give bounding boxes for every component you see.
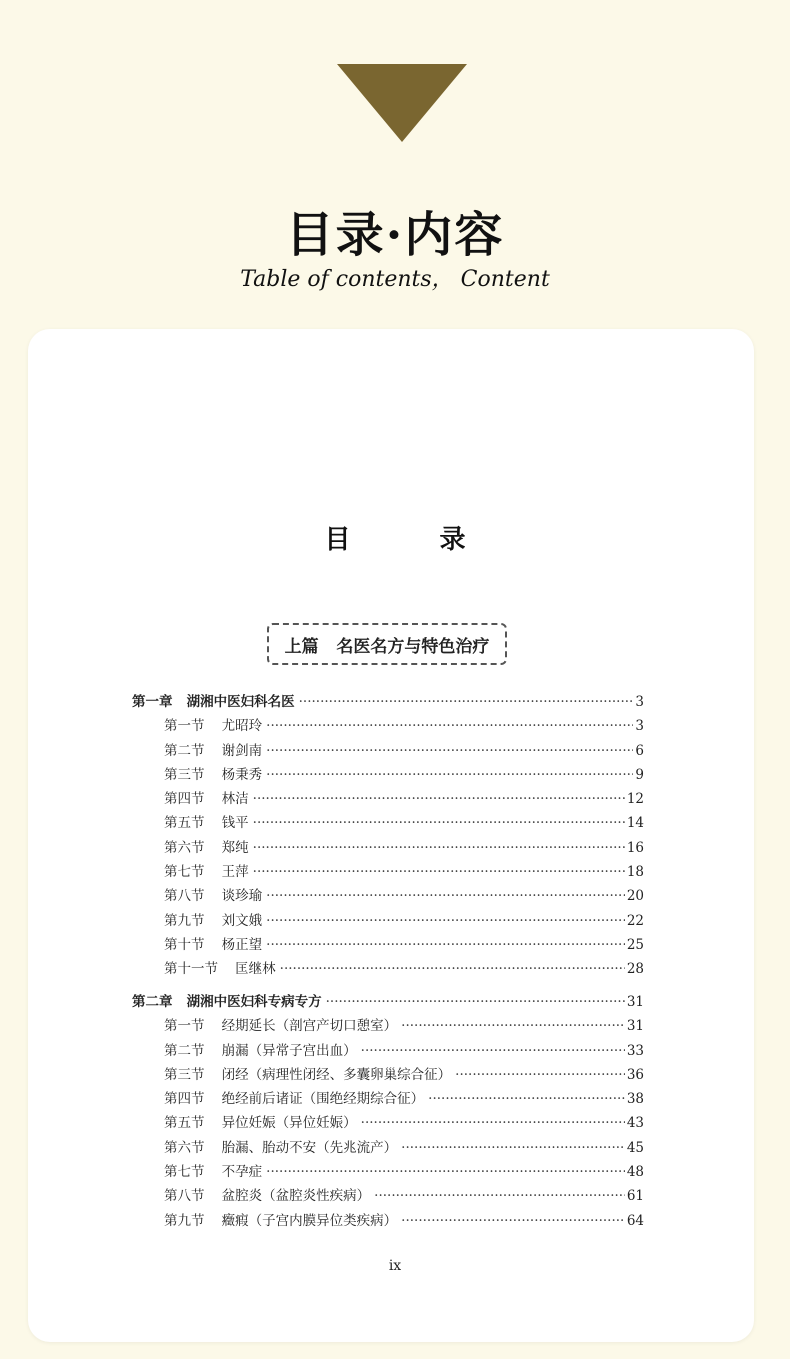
toc-page-number: 6 — [635, 742, 644, 759]
toc-section-row[interactable] — [132, 884, 644, 908]
toc-section-row[interactable] — [132, 933, 644, 957]
toc-page-number: 12 — [626, 791, 644, 808]
toc-section-row[interactable] — [132, 1160, 644, 1184]
toc-chapter-label: 第二章 湖湘中医妇科专病专方 — [132, 994, 322, 1010]
decorative-triangle — [337, 64, 467, 142]
toc-section-row[interactable] — [132, 1063, 644, 1087]
toc-page-number: 36 — [626, 1066, 644, 1083]
toc-section-row[interactable] — [132, 1014, 644, 1038]
toc-chapter-row[interactable] — [132, 690, 644, 714]
leader-dots — [455, 1067, 625, 1083]
leader-dots — [266, 1164, 625, 1180]
toc-page-number: 38 — [626, 1091, 644, 1108]
toc-page-number: 64 — [626, 1212, 644, 1229]
toc-page-number: 31 — [626, 1018, 644, 1035]
leader-dots — [266, 718, 633, 734]
toc-section-label: 第八节 谈珍瑜 — [164, 888, 263, 905]
toc-section-label: 第六节 胎漏、胎动不安（先兆流产） — [164, 1139, 398, 1156]
toc-page-number: 48 — [626, 1164, 644, 1181]
toc-section-label: 第二节 崩漏（异常子宫出血） — [164, 1042, 357, 1059]
toc-chapter-row[interactable] — [132, 990, 644, 1014]
toc-section-row[interactable] — [132, 860, 644, 884]
toc-section-row[interactable] — [132, 836, 644, 860]
leader-dots — [401, 1213, 625, 1229]
toc-page-number: 31 — [626, 994, 644, 1010]
leader-dots — [266, 767, 633, 783]
toc-section-row[interactable] — [132, 1209, 644, 1233]
toc-page-number: 14 — [626, 815, 644, 832]
leader-dots — [299, 694, 634, 710]
leader-dots — [428, 1091, 625, 1107]
leader-dots — [280, 961, 625, 977]
toc-page-number: 45 — [626, 1139, 644, 1156]
toc-section-label: 第四节 绝经前后诸证（围绝经期综合征） — [164, 1091, 425, 1108]
toc-page-number: 3 — [635, 718, 644, 735]
toc-page-number: 16 — [626, 839, 644, 856]
leader-dots — [266, 913, 625, 929]
page-subtitle: Table of contents， Content — [240, 267, 550, 292]
toc-section-row[interactable] — [132, 909, 644, 933]
toc-section-row[interactable] — [132, 1136, 644, 1160]
toc-page-number: 33 — [626, 1042, 644, 1059]
leader-dots — [401, 1018, 625, 1034]
leader-dots — [374, 1188, 625, 1204]
toc-section-row[interactable] — [132, 714, 644, 738]
toc-section-row[interactable] — [132, 1087, 644, 1111]
toc-section-row[interactable] — [132, 1184, 644, 1208]
leader-dots — [326, 994, 625, 1010]
toc-section-label: 第五节 钱平 — [164, 815, 249, 832]
leader-dots — [253, 791, 625, 807]
toc-page-number: 25 — [626, 936, 644, 953]
toc-page-number: 28 — [626, 961, 644, 978]
toc-section-label: 第九节 癥瘕（子宫内膜异位类疾病） — [164, 1212, 398, 1229]
toc-section-label: 第七节 不孕症 — [164, 1164, 263, 1181]
toc-section-row[interactable] — [132, 957, 644, 981]
toc-section-row[interactable] — [132, 787, 644, 811]
toc-section-label: 第五节 异位妊娠（异位妊娠） — [164, 1115, 357, 1132]
toc-section-label: 第四节 林洁 — [164, 791, 249, 808]
page-title: 目录·内容 — [285, 207, 505, 263]
leader-dots — [253, 864, 625, 880]
leader-dots — [266, 743, 633, 759]
toc-page-number: 22 — [626, 912, 644, 929]
toc-page-number: 9 — [635, 766, 644, 783]
toc-section-label: 第二节 谢剑南 — [164, 742, 263, 759]
part-title: 上篇 名医名方与特色治疗 — [284, 636, 490, 657]
toc-chapter-2 — [132, 990, 644, 1233]
toc-section-row[interactable] — [132, 1111, 644, 1135]
toc-page-number: 43 — [626, 1115, 644, 1132]
leader-dots — [361, 1043, 625, 1059]
toc-section-label: 第一节 尤昭玲 — [164, 718, 263, 735]
leader-dots — [253, 840, 625, 856]
part-title-box — [267, 623, 507, 665]
toc-section-row[interactable] — [132, 811, 644, 835]
leader-dots — [253, 815, 625, 831]
leader-dots — [266, 937, 625, 953]
toc-section-row[interactable] — [132, 739, 644, 763]
toc-chapter-label: 第一章 湖湘中医妇科名医 — [132, 694, 295, 710]
toc-page-number: 3 — [635, 694, 644, 710]
toc-section-label: 第八节 盆腔炎（盆腔炎性疾病） — [164, 1188, 371, 1205]
toc-section-row[interactable] — [132, 1039, 644, 1063]
toc-page-number: 61 — [626, 1188, 644, 1205]
leader-dots — [361, 1115, 625, 1131]
toc-page-number: 20 — [626, 888, 644, 905]
toc-section-label: 第六节 郑纯 — [164, 839, 249, 856]
toc-section-label: 第十节 杨正望 — [164, 936, 263, 953]
toc-section-label: 第七节 王萍 — [164, 864, 249, 881]
toc-chapter-1 — [132, 690, 644, 982]
toc-section-row[interactable] — [132, 763, 644, 787]
toc-page-number: 18 — [626, 864, 644, 881]
toc-section-label: 第三节 杨秉秀 — [164, 766, 263, 783]
toc-section-label: 第九节 刘文娥 — [164, 912, 263, 929]
leader-dots — [266, 888, 625, 904]
toc-section-label: 第三节 闭经（病理性闭经、多囊卵巢综合征） — [164, 1066, 452, 1083]
leader-dots — [401, 1140, 625, 1156]
toc-section-label: 第十一节 匡继林 — [164, 961, 276, 978]
toc-section-label: 第一节 经期延长（剖宫产切口憩室） — [164, 1018, 398, 1035]
page-number: ix — [388, 1258, 402, 1274]
toc-heading: 目 录 — [324, 525, 506, 555]
